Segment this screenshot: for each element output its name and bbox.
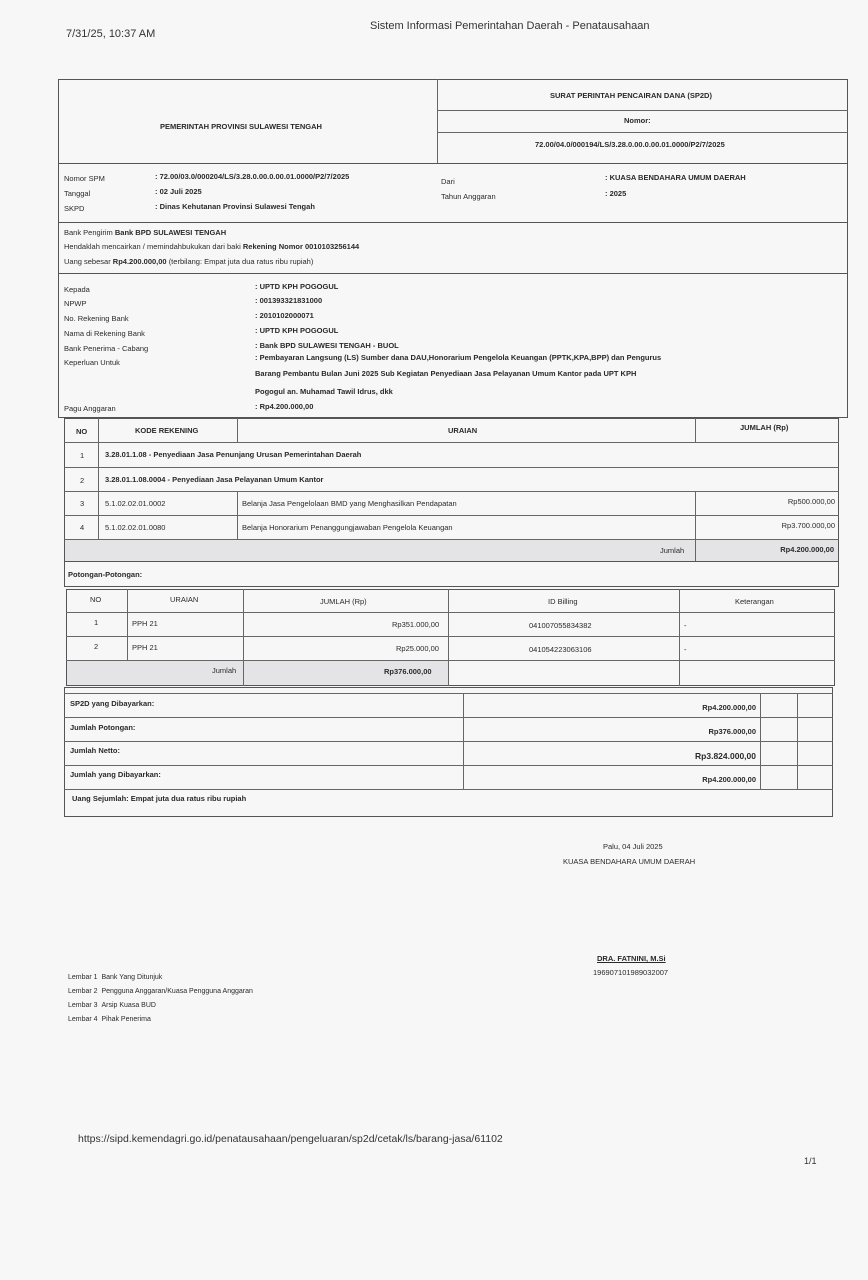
rek-row-4-kode: 5.1.02.02.01.0080 (105, 523, 166, 532)
rek-row-1-no: 1 (80, 451, 85, 460)
lembar-1: Lembar 1 Bank Yang Ditunjuk (68, 974, 163, 981)
summary-potongan-value: Rp376.000,00 (708, 727, 756, 736)
potongan-title: Potongan-Potongan: (68, 570, 143, 579)
rek-row-3-kode: 5.1.02.02.01.0002 (105, 499, 166, 508)
summary-terbilang: Uang Sejumlah: Empat juta dua ratus ribu rupiah (72, 794, 247, 803)
pot-row-1-no: 1 (94, 618, 99, 627)
print-page-title: Sistem Informasi Pemerintahan Daerah - Penatausahaan (370, 20, 650, 32)
uang-sebesar-row (64, 258, 313, 266)
summary-sp2d-label: SP2D yang Dibayarkan: (70, 699, 155, 708)
keperluan-line-1: : Pembayaran Langsung (LS) Sumber dana DAU,Honorarium Pengelola Keuangan (PPTK,KPA,BPP) dan Pengurus (255, 353, 662, 362)
dari-label: Dari (441, 177, 455, 186)
rek-total-value: Rp4.200.000,00 (780, 545, 834, 554)
npwp-value: : 001393321831000 (255, 296, 323, 305)
rek-row-3-jumlah: Rp500.000,00 (787, 497, 835, 506)
rek-row-2-no: 2 (80, 476, 85, 485)
pot-header-keterangan: Keterangan (735, 597, 774, 606)
bank-penerima-value: : Bank BPD SULAWESI TENGAH - BUOL (255, 341, 399, 350)
pot-header-jumlah: JUMLAH (Rp) (320, 597, 367, 606)
rek-row-1-text: 3.28.01.1.08 - Penyediaan Jasa Penunjang Urusan Pemerintahan Daerah (105, 450, 362, 459)
dari-value: : KUASA BENDAHARA UMUM DAERAH (605, 173, 746, 182)
rek-header-uraian: URAIAN (448, 426, 478, 435)
rek-header-kode: KODE REKENING (135, 426, 199, 435)
nama-rekening-value: : UPTD KPH POGOGUL (255, 326, 339, 335)
keperluan-label: Keperluan Untuk (64, 358, 120, 367)
pot-header-no: NO (90, 595, 102, 604)
signature-role: KUASA BENDAHARA UMUM DAERAH (563, 857, 696, 866)
bank-pengirim-label: Bank Pengirim (64, 228, 113, 237)
rek-row-3-no: 3 (80, 499, 85, 508)
rek-row-4-no: 4 (80, 523, 85, 532)
rek-header-jumlah: JUMLAH (Rp) (740, 423, 789, 432)
summary-dibayarkan-label: Jumlah yang Dibayarkan: (70, 770, 161, 779)
nomor-label: Nomor: (624, 116, 651, 125)
pagu-anggaran-label: Pagu Anggaran (64, 404, 116, 413)
rek-header-no: NO (76, 427, 88, 436)
bank-penerima-label: Bank Penerima - Cabang (64, 344, 149, 353)
summary-dibayarkan-value: Rp4.200.000,00 (702, 775, 756, 784)
tanggal-label: Tanggal (64, 189, 91, 198)
tahun-anggaran-value: : 2025 (605, 189, 627, 198)
tanggal-value: : 02 Juli 2025 (155, 187, 202, 196)
summary-potongan-label: Jumlah Potongan: (70, 723, 136, 732)
bank-pengirim-row (64, 229, 226, 237)
signature-place-date: Palu, 04 Juli 2025 (603, 842, 663, 851)
pot-row-1-jumlah: Rp351.000,00 (392, 620, 440, 629)
pot-total-label: Jumlah (212, 666, 237, 675)
print-datetime: 7/31/25, 10:37 AM (66, 28, 156, 40)
nomor-spm-value: : 72.00/03.0/000204/LS/3.28.0.00.0.00.01.0000/P2/7/2025 (155, 172, 350, 181)
pot-row-2-uraian: PPH 21 (132, 643, 158, 652)
pot-header-uraian: URAIAN (170, 595, 199, 604)
nama-rekening-label: Nama di Rekening Bank (64, 329, 145, 338)
pot-row-1-keterangan: - (684, 621, 687, 630)
rek-row-4-uraian: Belanja Honorarium Penanggungjawaban Pengelola Keuangan (242, 523, 453, 532)
lembar-3: Lembar 3 Arsip Kuasa BUD (68, 1002, 156, 1009)
nomor-spm-label: Nomor SPM (64, 174, 105, 183)
print-url[interactable]: https://sipd.kemendagri.go.id/penatausahaan/pengeluaran/sp2d/cetak/ls/barang-jasa/61102 (78, 1133, 503, 1145)
rek-total-label: Jumlah (660, 546, 685, 555)
uang-terbilang: (terbilang: Empat juta dua ratus ribu rupiah) (168, 257, 314, 266)
lembar-2: Lembar 2 Pengguna Anggaran/Kuasa Pengguna Anggaran (68, 988, 253, 995)
document-title: SURAT PERINTAH PENCAIRAN DANA (SP2D) (550, 91, 712, 100)
summary-sp2d-value: Rp4.200.000,00 (702, 703, 756, 712)
uang-prefix: Uang sebesar (64, 257, 111, 266)
keperluan-line-3: Pogogul an. Muhamad Tawil Idrus, dkk (255, 387, 393, 396)
rek-row-3-uraian: Belanja Jasa Pengelolaan BMD yang Menghasilkan Pendapatan (242, 499, 457, 508)
signature-name: DRA. FATNINI, M.Si (597, 954, 666, 963)
summary-netto-label: Jumlah Netto: (70, 746, 121, 755)
pot-row-2-no: 2 (94, 642, 99, 651)
pot-row-1-uraian: PPH 21 (132, 619, 158, 628)
pot-row-2-keterangan: - (684, 645, 687, 654)
skpd-value: : Dinas Kehutanan Provinsi Sulawesi Tengah (155, 202, 315, 211)
npwp-label: NPWP (64, 299, 87, 308)
uang-amount: Rp4.200.000,00 (112, 257, 167, 266)
pot-row-1-id-billing: 041007055834382 (529, 621, 592, 630)
kepada-label: Kepada (64, 285, 90, 294)
tahun-anggaran-label: Tahun Anggaran (441, 192, 496, 201)
pot-header-id-billing: ID Billing (548, 597, 578, 606)
summary-netto-value: Rp3.824.000,00 (695, 751, 756, 761)
hendaklah-row (64, 243, 359, 251)
print-page-number: 1/1 (804, 1156, 817, 1166)
lembar-4: Lembar 4 Pihak Penerima (68, 1016, 151, 1023)
pot-total-value: Rp376.000,00 (384, 667, 432, 676)
hendaklah-text: Hendaklah mencairkan / memindahbukukan dari baki (64, 242, 241, 251)
rekening-nomor: Rekening Nomor 0010103256144 (242, 242, 360, 251)
rek-row-2-text: 3.28.01.1.08.0004 - Penyediaan Jasa Pelayanan Umum Kantor (105, 475, 324, 484)
bank-pengirim-value: Bank BPD SULAWESI TENGAH (114, 228, 227, 237)
kepada-value: : UPTD KPH POGOGUL (255, 282, 339, 291)
sp2d-number: 72.00/04.0/000194/LS/3.28.0.00.0.00.01.0000/P2/7/2025 (535, 140, 725, 149)
pot-row-2-id-billing: 041054223063106 (529, 645, 592, 654)
government-title: PEMERINTAH PROVINSI SULAWESI TENGAH (160, 122, 322, 131)
signature-nip: 196907101989032007 (593, 968, 669, 977)
potongan-title-block (64, 561, 839, 587)
rek-row-4-jumlah: Rp3.700.000,00 (781, 521, 835, 530)
norek-label: No. Rekening Bank (64, 314, 129, 323)
pot-row-2-jumlah: Rp25.000,00 (396, 644, 439, 653)
keperluan-line-2: Barang Pembantu Bulan Juni 2025 Sub Kegiatan Penyediaan Jasa Pelayanan Umum Kantor pada UPT KPH (255, 369, 637, 378)
recipient-block (58, 273, 848, 418)
norek-value: : 2010102000071 (255, 311, 314, 320)
pagu-anggaran-value: : Rp4.200.000,00 (255, 402, 314, 411)
skpd-label: SKPD (64, 204, 85, 213)
